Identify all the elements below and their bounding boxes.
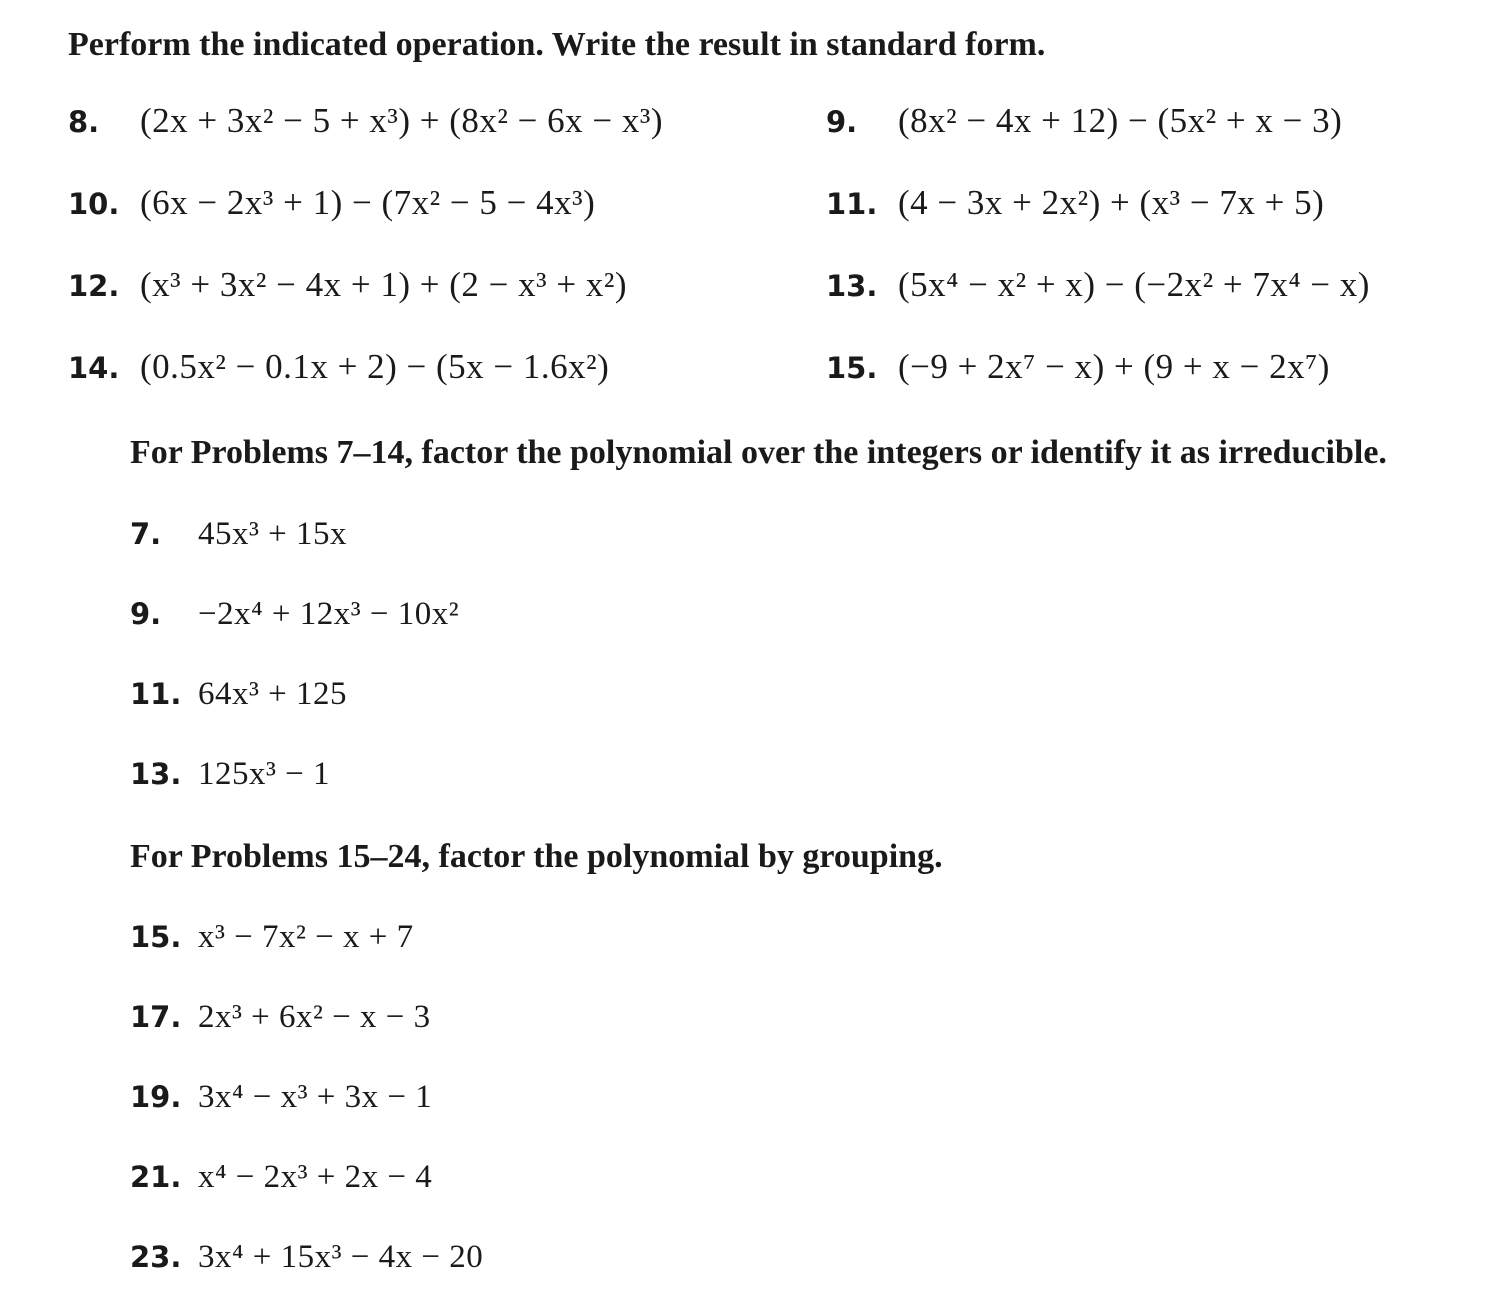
problem-expression: (8x² − 4x + 12) − (5x² + x − 3): [898, 101, 1343, 140]
problem-number: 15.: [130, 920, 182, 954]
problem-expression: (4 − 3x + 2x²) + (x³ − 7x + 5): [898, 183, 1325, 222]
problem-number: 23.: [130, 1240, 182, 1274]
problem-expression: x³ − 7x² − x + 7: [198, 919, 414, 955]
factor-problem-9: [130, 596, 459, 633]
problem-number: 14.: [68, 351, 120, 385]
section1-heading: Perform the indicated operation. Write the result in standard form.: [68, 26, 1046, 63]
problem-number: 15.: [826, 351, 878, 385]
problem-13: [826, 265, 1370, 305]
problem-9: [826, 101, 1342, 141]
problem-number: 12.: [68, 269, 120, 303]
problem-expression: −2x⁴ + 12x³ − 10x²: [198, 596, 460, 632]
problem-8: [68, 101, 663, 141]
problem-15: [826, 347, 1330, 387]
problem-expression: 2x³ + 6x² − x − 3: [198, 999, 431, 1035]
problem-expression: 125x³ − 1: [198, 756, 331, 792]
problem-expression: 45x³ + 15x: [198, 516, 348, 552]
problem-number: 9.: [826, 105, 858, 139]
problem-expression: (−9 + 2x⁷ − x) + (9 + x − 2x⁷): [898, 347, 1330, 386]
problem-number: 8.: [68, 105, 100, 139]
factor-problem-13: [130, 756, 330, 793]
problem-14: [68, 347, 609, 387]
grouping-problem-21: [130, 1159, 432, 1196]
problem-number: 11.: [130, 677, 182, 711]
problem-number: 11.: [826, 187, 878, 221]
factor-problem-7: [130, 516, 347, 553]
problem-expression: (5x⁴ − x² + x) − (−2x² + 7x⁴ − x): [898, 265, 1370, 304]
problem-expression: 3x⁴ − x³ + 3x − 1: [198, 1079, 433, 1115]
problem-10: [68, 183, 595, 223]
problem-expression: (x³ + 3x² − 4x + 1) + (2 − x³ + x²): [140, 265, 628, 304]
problem-12: [68, 265, 627, 305]
problem-number: 21.: [130, 1160, 182, 1194]
problem-expression: 3x⁴ + 15x³ − 4x − 20: [198, 1239, 484, 1275]
problem-number: 10.: [68, 187, 120, 221]
problem-number: 19.: [130, 1080, 182, 1114]
grouping-problem-23: [130, 1239, 483, 1276]
factor-problem-11: [130, 676, 347, 713]
problem-expression: x⁴ − 2x³ + 2x − 4: [198, 1159, 433, 1195]
grouping-problem-15: [130, 919, 414, 956]
problem-11: [826, 183, 1324, 223]
problem-expression: (0.5x² − 0.1x + 2) − (5x − 1.6x²): [140, 347, 610, 386]
section3-heading: For Problems 15–24, factor the polynomial by grouping.: [130, 838, 943, 875]
problem-expression: (6x − 2x³ + 1) − (7x² − 5 − 4x³): [140, 183, 596, 222]
problem-number: 7.: [130, 517, 162, 551]
problem-number: 17.: [130, 1000, 182, 1034]
section2-heading: For Problems 7–14, factor the polynomial over the integers or identify it as irreducible.: [130, 434, 1387, 471]
problem-number: 9.: [130, 597, 162, 631]
problem-expression: (2x + 3x² − 5 + x³) + (8x² − 6x − x³): [140, 101, 664, 140]
problem-expression: 64x³ + 125: [198, 676, 348, 712]
grouping-problem-17: [130, 999, 431, 1036]
problem-number: 13.: [130, 757, 182, 791]
grouping-problem-19: [130, 1079, 432, 1116]
problem-number: 13.: [826, 269, 878, 303]
